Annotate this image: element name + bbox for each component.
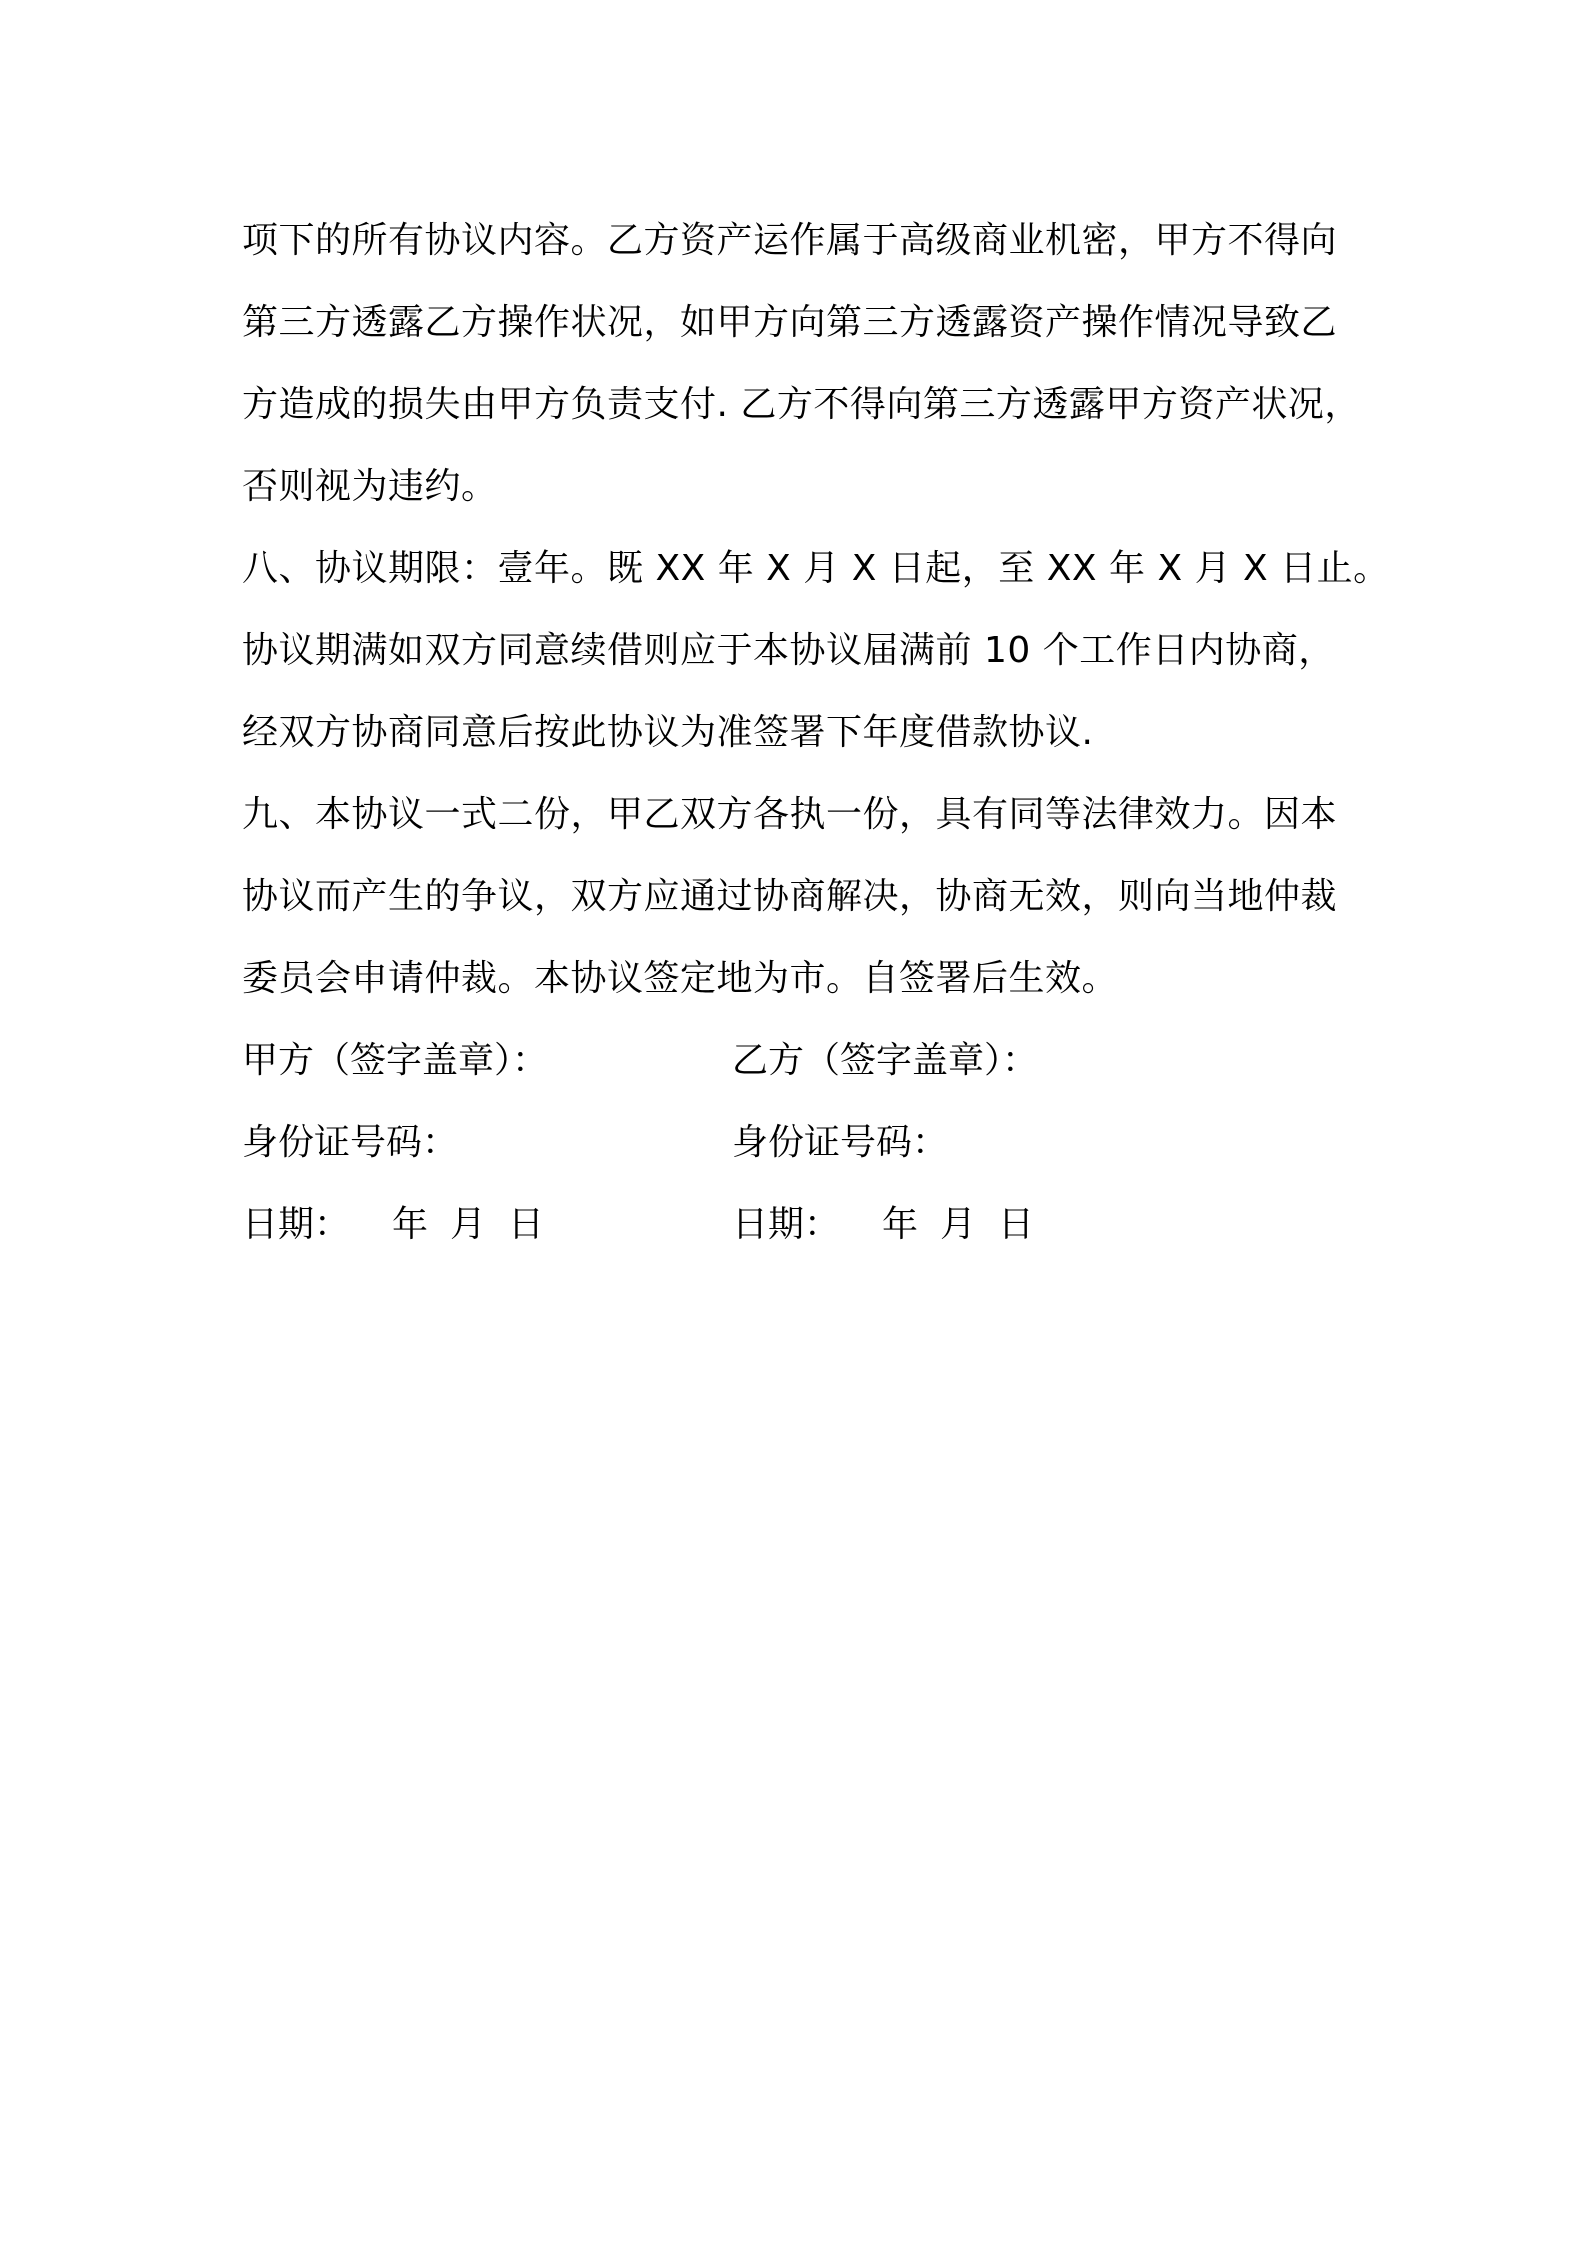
- party-a-date-label: 日期：: [242, 1204, 351, 1245]
- party-b-date: [732, 1184, 1034, 1266]
- party-a-sign-label: 甲方（签字盖章）：: [242, 1040, 549, 1081]
- party-b-date-year: 年: [882, 1204, 919, 1245]
- party-a-id-label: 身份证号码：: [242, 1122, 459, 1163]
- paragraph-line: 方造成的损失由甲方负责支付. 乙方不得向第三方透露甲方资产状况，: [242, 384, 1361, 425]
- signature-row: [242, 1020, 1382, 1102]
- party-a-date: [242, 1184, 544, 1266]
- paragraph-line: 项下的所有协议内容。乙方资产运作属于高级商业机密，甲方不得向: [242, 220, 1338, 261]
- clause-9-line: 九、本协议一式二份，甲乙双方各执一份，具有同等法律效力。因本: [242, 794, 1338, 835]
- signature-block: [242, 1020, 1382, 1266]
- date-row: [242, 1184, 1382, 1266]
- clause-9-line: 协议而产生的争议，双方应通过协商解决，协商无效，则向当地仲裁: [242, 876, 1338, 917]
- party-b-sign-label: 乙方（签字盖章）：: [732, 1040, 1039, 1081]
- party-a-date-month: 月: [450, 1204, 487, 1245]
- document-body: [242, 200, 1390, 1266]
- party-b-id-label: 身份证号码：: [732, 1122, 949, 1163]
- clause-9-line: 委员会申请仲裁。本协议签定地为市。自签署后生效。: [242, 958, 1119, 999]
- paragraph-line: 否则视为违约。: [242, 466, 498, 507]
- paragraph-line: 第三方透露乙方操作状况，如甲方向第三方透露资产操作情况导致乙: [242, 302, 1338, 343]
- clause-8-line: 协议期满如双方同意续借则应于本协议届满前 10 个工作日内协商，: [242, 630, 1335, 671]
- clause-8-line: 八、协议期限：壹年。既 XX 年 X 月 X 日起，至 XX 年 X 月 X 日止。: [242, 548, 1390, 589]
- party-b-date-label: 日期：: [732, 1204, 841, 1245]
- clause-8-line: 经双方协商同意后按此协议为准签署下年度借款协议.: [242, 712, 1094, 753]
- party-a-date-year: 年: [392, 1204, 429, 1245]
- party-a-date-day: 日: [508, 1204, 545, 1245]
- party-b-date-month: 月: [940, 1204, 977, 1245]
- party-b-date-day: 日: [998, 1204, 1035, 1245]
- id-number-row: [242, 1102, 1382, 1184]
